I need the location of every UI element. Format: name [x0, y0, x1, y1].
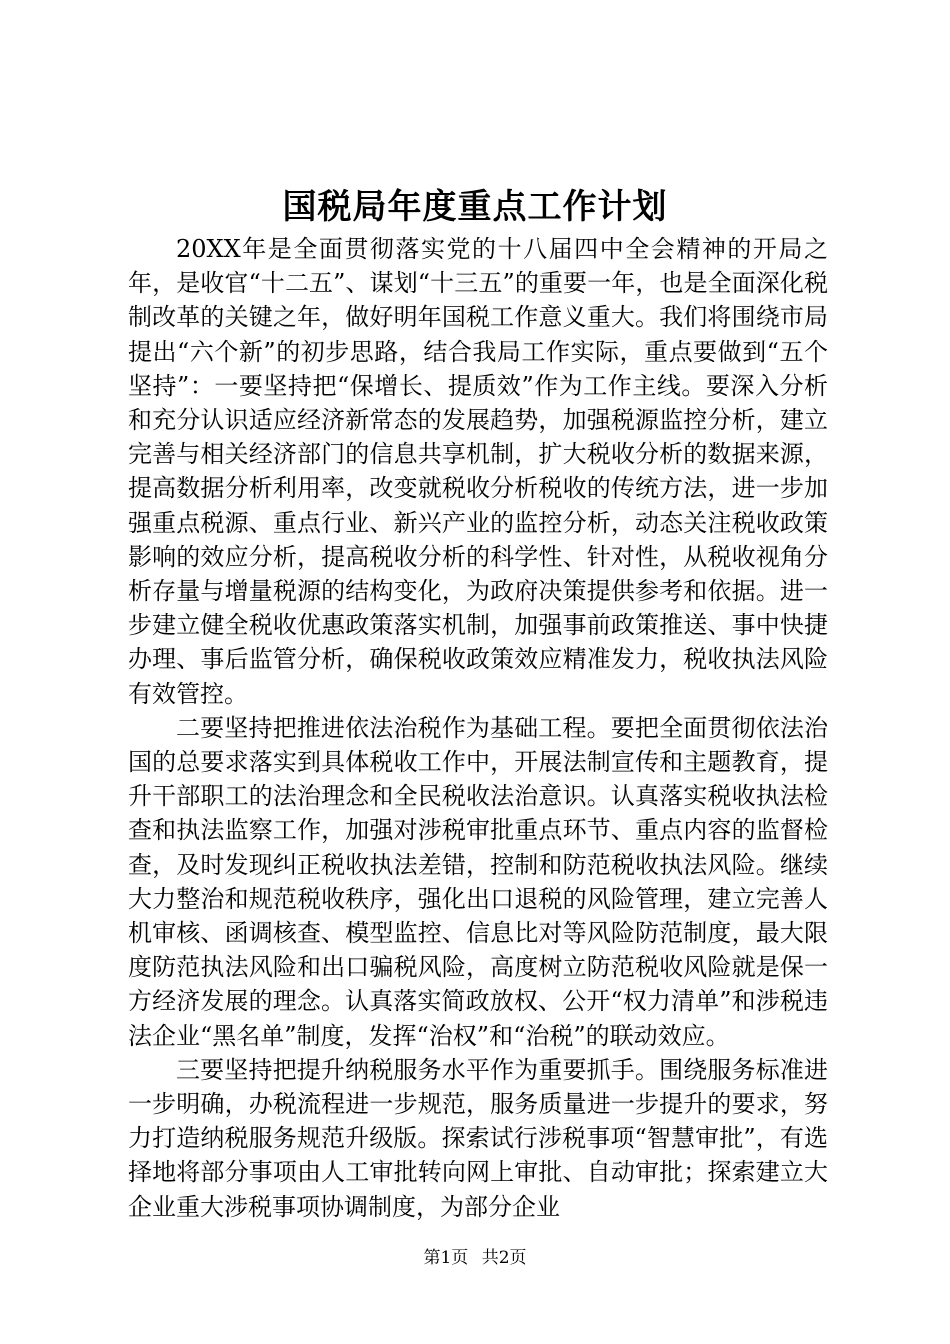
paragraph-2: 二要坚持把推进依法治税作为基础工程。要把全面贯彻依法治国的总要求落实到具体税收工作中，开展法制宣传和主题教育，提升干部职工的法治理念和全民税收法治意识。认真落实税收执法检查和执法监察工作，加强对涉税审批重点环节、重点内容的监督检查，及时发现纠正税收执法差错，控制和防范税收执法风险。继续大力整治和规范税收秩序，强化出口退税的风险管理，建立完善人机审核、函调核查、模型监控、信息比对等风险防范制度，最大限度防范执法风险和出口骗税风险，高度树立防范税收风险就是保一方经济发展的理念。认真落实简政放权、公开“权力清单”和涉税违法企业“黑名单”制度，发挥“治权”和“治税”的联动效应。: [128, 713, 828, 1050]
page-number-footer: 第1页 共2页: [423, 1248, 527, 1268]
document-body: [128, 232, 828, 1224]
paragraph-3: 三要坚持把提升纳税服务水平作为重要抓手。围绕服务标准进一步明确，办税流程进一步规范，服务质量进一步提升的要求，努力打造纳税服务规范升级版。探索试行涉税事项“智慧审批”，有选择地将部分事项由人工审批转向网上审批、自动审批；探索建立大企业重大涉税事项协调制度，为部分企业: [128, 1055, 828, 1221]
paragraph-1: 20XX年是全面贯彻落实党的十八届四中全会精神的开局之年，是收官“十二五”、谋划“十三五”的重要一年，也是全面深化税制改革的关键之年，做好明年国税工作意义重大。我们将围绕市局提出“六个新”的初步思路，结合我局工作实际，重点要做到“五个坚持”：一要坚持把“保增长、提质效”作为工作主线。要深入分析和充分认识适应经济新常态的发展趋势，加强税源监控分析，建立完善与相关经济部门的信息共享机制，扩大税收分析的数据来源，提高数据分析利用率，改变就税收分析税收的传统方法，进一步加强重点税源、重点行业、新兴产业的监控分析，动态关注税收政策影响的效应分析，提高税收分析的科学性、针对性，从税收视角分析存量与增量税源的结构变化，为政府决策提供参考和依据。进一步建立健全税收优惠政策落实机制，加强事前政策推送、事中快捷办理、事后监管分析，确保税收政策效应精准发力，税收执法风险有效管控。: [128, 235, 828, 708]
document-title: 国税局年度重点工作计划: [282, 187, 668, 227]
